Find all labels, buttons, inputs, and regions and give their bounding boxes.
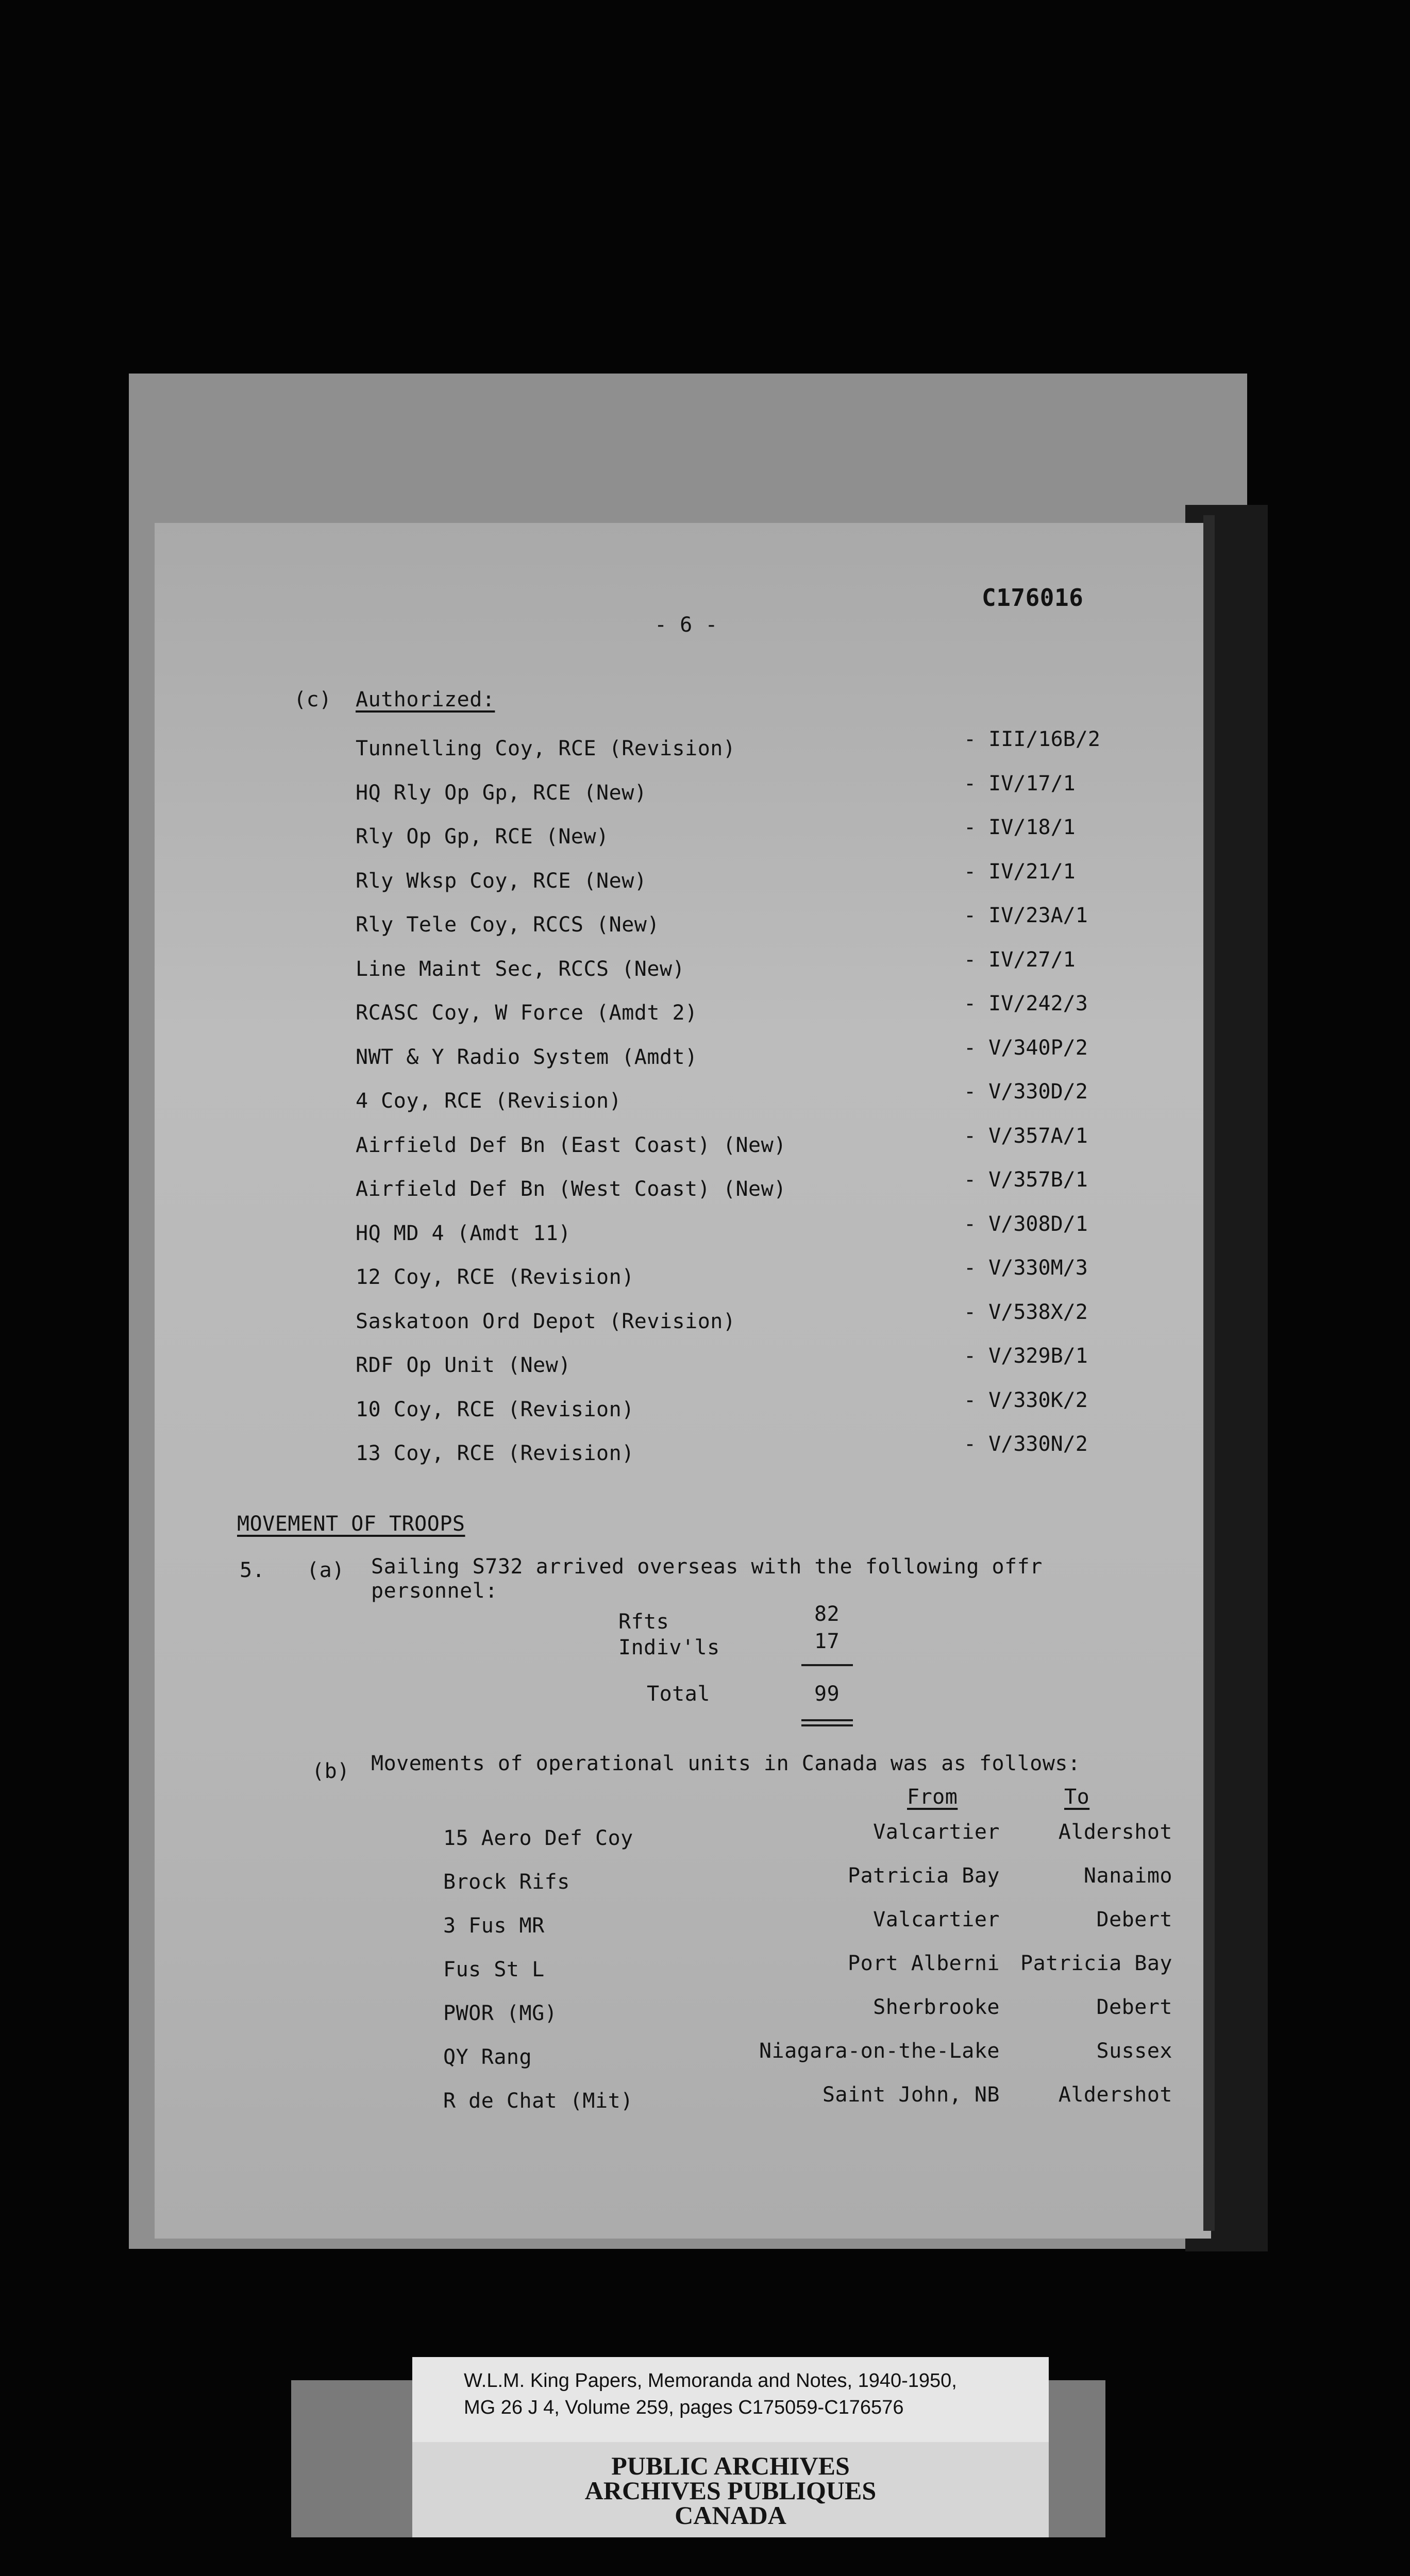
authorized-item-code: - V/330K/2 <box>964 1388 1088 1412</box>
paragraph-number: 5. <box>240 1558 265 1582</box>
authorized-item-name: 10 Coy, RCE (Revision) <box>356 1397 634 1421</box>
column-from-header: From <box>907 1785 958 1809</box>
tally-label-indivls: Indiv'ls <box>618 1636 720 1659</box>
subtotal-rule <box>801 1664 853 1666</box>
unit-to: Patricia Bay <box>1020 1952 1172 1975</box>
authorized-item-code: - IV/18/1 <box>964 816 1076 839</box>
unit-to: Aldershot <box>1058 2083 1172 2107</box>
authorized-item-code: - IV/21/1 <box>964 859 1076 884</box>
authorized-item-name: Line Maint Sec, RCCS (New) <box>356 957 685 981</box>
public-archives-stamp <box>412 2442 1049 2537</box>
unit-name: PWOR (MG) <box>443 2002 558 2025</box>
unit-name: QY Rang <box>443 2045 532 2069</box>
archive-reference-label <box>412 2357 1049 2442</box>
authorized-item-name: Rly Op Gp, RCE (New) <box>356 825 609 849</box>
authorized-item-code: - V/340P/2 <box>964 1036 1088 1060</box>
unit-from: Sherbrooke <box>873 1995 1000 2019</box>
unit-from: Port Alberni <box>848 1952 1000 1975</box>
authorized-item-name: NWT & Y Radio System (Amdt) <box>356 1045 698 1069</box>
authorized-item-name: RDF Op Unit (New) <box>356 1353 571 1377</box>
authorized-item-name: RCASC Coy, W Force (Amdt 2) <box>356 1001 698 1025</box>
authorized-item-code: - V/357A/1 <box>964 1124 1088 1148</box>
unit-name: Brock Rifs <box>443 1870 570 1894</box>
unit-name: 3 Fus MR <box>443 1914 545 1938</box>
unit-from: Saint John, NB <box>822 2083 1000 2107</box>
authorized-item-name: 13 Coy, RCE (Revision) <box>356 1442 634 1465</box>
page-edge <box>1203 515 1215 2231</box>
movement-heading: MOVEMENT OF TROOPS <box>237 1512 465 1536</box>
authorized-item-code: - V/330N/2 <box>964 1432 1088 1456</box>
para-a-text-line2: personnel: <box>371 1579 498 1603</box>
unit-name: 15 Aero Def Coy <box>443 1826 633 1850</box>
para-b-label: (b) <box>312 1759 350 1783</box>
para-b-text: Movements of operational units in Canada was as follows: <box>371 1752 1081 1775</box>
authorized-item-name: Rly Wksp Coy, RCE (New) <box>356 869 647 893</box>
page-number: - 6 - <box>654 613 718 637</box>
authorized-item-code: - III/16B/2 <box>964 727 1100 751</box>
unit-to: Debert <box>1096 1908 1172 1931</box>
stamp-line3: CANADA <box>675 2501 786 2530</box>
unit-from: Patricia Bay <box>848 1864 1000 1888</box>
authorized-item-code: - IV/23A/1 <box>964 904 1088 927</box>
authorized-item-code: - V/329B/1 <box>964 1344 1088 1368</box>
authorized-item-name: Saskatoon Ord Depot (Revision) <box>356 1309 736 1333</box>
authorized-item-name: Airfield Def Bn (East Coast) (New) <box>356 1133 786 1157</box>
authorized-item-name: Airfield Def Bn (West Coast) (New) <box>356 1177 786 1201</box>
section-c-label: (c) <box>294 688 332 711</box>
authorized-item-name: Rly Tele Coy, RCCS (New) <box>356 913 660 937</box>
authorized-item-name: Tunnelling Coy, RCE (Revision) <box>356 737 736 760</box>
unit-from: Valcartier <box>873 1908 1000 1931</box>
authorized-item-code: - V/538X/2 <box>964 1300 1088 1324</box>
tally-label-rfts: Rfts <box>618 1610 669 1634</box>
section-c-heading: Authorized: <box>356 688 495 711</box>
total-rule-2 <box>801 1724 853 1726</box>
authorized-item-name: HQ MD 4 (Amdt 11) <box>356 1221 571 1245</box>
unit-to: Nanaimo <box>1083 1864 1172 1888</box>
total-label: Total <box>647 1682 710 1706</box>
authorized-item-name: HQ Rly Op Gp, RCE (New) <box>356 781 647 805</box>
column-to-header: To <box>1064 1785 1090 1809</box>
stamp-line1: PUBLIC ARCHIVES <box>611 2451 850 2480</box>
unit-from: Niagara-on-the-Lake <box>759 2039 1000 2063</box>
unit-to: Debert <box>1096 1995 1172 2019</box>
tally-value-rfts: 82 <box>814 1602 840 1626</box>
authorized-item-name: 12 Coy, RCE (Revision) <box>356 1265 634 1289</box>
authorized-item-code: - V/357B/1 <box>964 1168 1088 1192</box>
total-value: 99 <box>814 1682 840 1706</box>
authorized-item-code: - IV/17/1 <box>964 771 1076 795</box>
stamp-line2: ARCHIVES PUBLIQUES <box>584 2476 877 2505</box>
unit-to: Sussex <box>1096 2039 1172 2063</box>
document-id: C176016 <box>982 584 1084 612</box>
authorized-item-code: - V/330M/3 <box>964 1256 1088 1280</box>
archive-label-line2: MG 26 J 4, Volume 259, pages C175059-C176576 <box>464 2397 904 2418</box>
archive-label-line1: W.L.M. King Papers, Memoranda and Notes, 1940-1950, <box>464 2370 957 2392</box>
authorized-item-code: - V/308D/1 <box>964 1212 1088 1236</box>
unit-from: Valcartier <box>873 1820 1000 1844</box>
document-page <box>155 523 1211 2239</box>
authorized-item-code: - IV/27/1 <box>964 947 1076 972</box>
para-a-text-line1: Sailing S732 arrived overseas with the following offr <box>371 1555 1043 1579</box>
authorized-item-code: - IV/242/3 <box>964 992 1088 1015</box>
tally-value-indivls: 17 <box>814 1630 840 1653</box>
authorized-item-code: - V/330D/2 <box>964 1080 1088 1104</box>
unit-to: Aldershot <box>1058 1820 1172 1844</box>
unit-name: R de Chat (Mit) <box>443 2089 633 2113</box>
authorized-item-name: 4 Coy, RCE (Revision) <box>356 1089 622 1113</box>
unit-name: Fus St L <box>443 1958 545 1981</box>
para-a-label: (a) <box>307 1558 345 1582</box>
total-rule-1 <box>801 1719 853 1721</box>
